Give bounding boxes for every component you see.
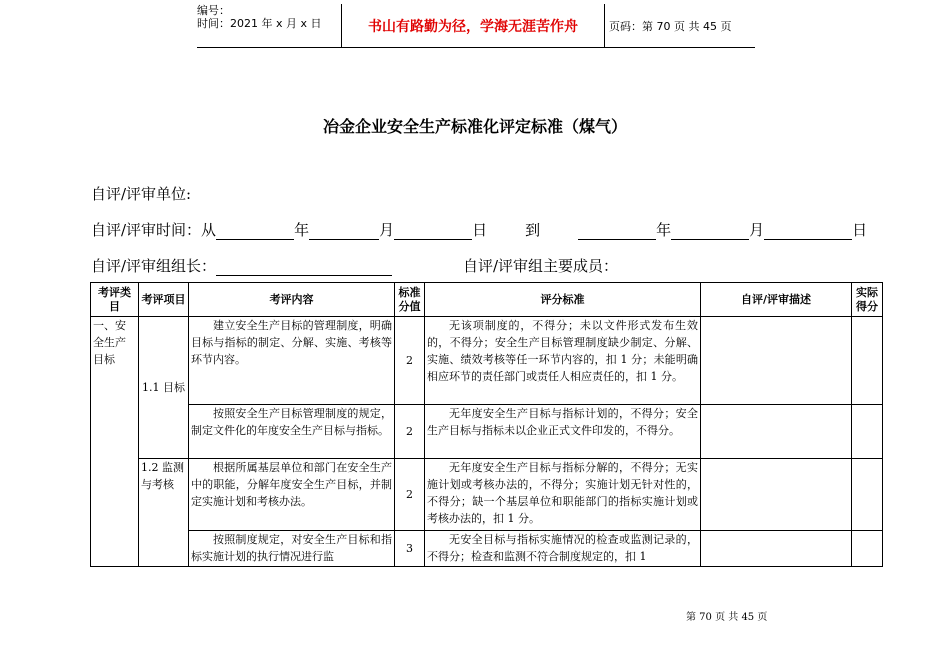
- leader-label: 自评/评审组组长：: [91, 257, 217, 275]
- criteria-cell: 无年度安全生产目标与指标计划的，不得分；安全生产目标与指标未以企业正式文件印发的，不得分。: [425, 405, 701, 459]
- unit-label: 自评/评审单位:: [91, 185, 192, 203]
- content-cell: 按照制度规定，对安全生产目标和指标实施计划的执行情况进行监: [189, 531, 395, 567]
- unit-line: [91, 183, 191, 204]
- page-header: [197, 4, 755, 48]
- evaluation-table: [90, 282, 883, 567]
- description-cell[interactable]: [701, 531, 852, 567]
- criteria-cell: 无年度安全生产目标与指标分解的，不得分；无实施计划或考核办法的，不得分；实施计划无针对性的，不得分；缺一个基层单位和职能部门的指标实施计划或考核办法的，扣 1 分。: [425, 459, 701, 531]
- month-label: 月: [379, 221, 395, 239]
- header-score: 标准分值: [395, 283, 425, 317]
- content-cell: 建立安全生产目标的管理制度，明确目标与指标的制定、分解、实施、考核等环节内容。: [189, 317, 395, 405]
- header-criteria: 评分标准: [425, 283, 701, 317]
- table-header-row: [91, 283, 883, 317]
- actual-score-cell[interactable]: [852, 405, 883, 459]
- header-left-cell: [197, 4, 341, 47]
- day-label-2: 日: [852, 221, 868, 239]
- page-footer: 第 70 页 共 45 页: [686, 612, 768, 623]
- motto: 书山有路勤为径，学海无涯苦作舟: [341, 4, 605, 47]
- members-line: [463, 255, 618, 276]
- description-cell[interactable]: [701, 459, 852, 531]
- from-month-blank[interactable]: [309, 225, 379, 240]
- header-item: 考评项目: [139, 283, 189, 317]
- leader-blank[interactable]: [216, 261, 392, 276]
- number-label: 编号：: [197, 4, 230, 17]
- table-row: [91, 531, 883, 567]
- to-month-blank[interactable]: [671, 225, 749, 240]
- item-cell: 1.1 目标: [139, 317, 189, 459]
- time-label: 时间：2021 年 x 月 x 日: [197, 17, 322, 30]
- score-cell: 2: [395, 317, 425, 405]
- header-content: 考评内容: [189, 283, 395, 317]
- time-from-label: 自评/评审时间：从: [91, 221, 217, 239]
- table-row: [91, 459, 883, 531]
- content-cell: 根据所属基层单位和部门在安全生产中的职能，分解年度安全生产目标，并制定实施计划和考核办法。: [189, 459, 395, 531]
- from-day-blank[interactable]: [394, 225, 472, 240]
- to-day-blank[interactable]: [764, 225, 852, 240]
- actual-score-cell[interactable]: [852, 459, 883, 531]
- to-year-blank[interactable]: [578, 225, 656, 240]
- table-row: [91, 405, 883, 459]
- header-description: 自评/评审描述: [701, 283, 852, 317]
- score-cell: 2: [395, 405, 425, 459]
- page-info: 页码：第 70 页 共 45 页: [609, 19, 732, 33]
- header-actual: 实际得分: [852, 283, 883, 317]
- leader-line: [91, 255, 392, 276]
- year-label: 年: [294, 221, 310, 239]
- to-label: 到: [525, 221, 541, 239]
- from-year-blank[interactable]: [216, 225, 294, 240]
- table-row: [91, 317, 883, 405]
- description-cell[interactable]: [701, 317, 852, 405]
- actual-score-cell[interactable]: [852, 531, 883, 567]
- criteria-cell: 无该项制度的，不得分；未以文件形式发布生效的，不得分；安全生产目标管理制度缺少制定、分解、实施、绩效考核等任一环节内容的，扣 1 分；未能明确相应环节的责任部门或责任人相应责任的，扣 1 分。: [425, 317, 701, 405]
- item-cell: 1.2 监测与考核: [139, 459, 189, 567]
- header-category: 考评类目: [91, 283, 139, 317]
- score-cell: 2: [395, 459, 425, 531]
- year-label-2: 年: [656, 221, 672, 239]
- category-cell: 一、安全生产目标: [91, 317, 139, 567]
- day-label: 日: [472, 221, 488, 239]
- actual-score-cell[interactable]: [852, 317, 883, 405]
- content-cell: 按照安全生产目标管理制度的规定，制定文件化的年度安全生产目标与指标。: [189, 405, 395, 459]
- score-cell: 3: [395, 531, 425, 567]
- month-label-2: 月: [749, 221, 765, 239]
- members-label: 自评/评审组主要成员：: [463, 257, 619, 275]
- description-cell[interactable]: [701, 405, 852, 459]
- criteria-cell: 无安全目标与指标实施情况的检查或监测记录的，不得分；检查和监测不符合制度规定的，扣 1: [425, 531, 701, 567]
- document-title: 冶金企业安全生产标准化评定标准（煤气）: [322, 117, 627, 136]
- time-line: [91, 219, 867, 240]
